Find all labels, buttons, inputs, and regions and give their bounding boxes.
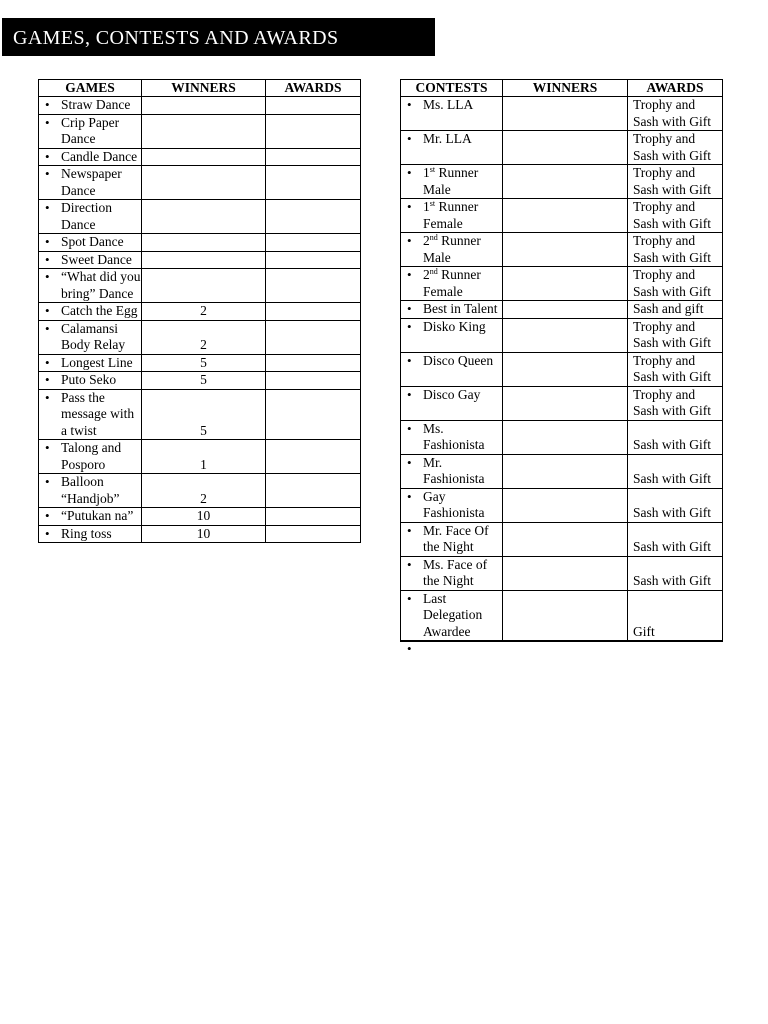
winners-cell [503, 131, 628, 165]
contest-name-cell [401, 420, 503, 454]
table-row [39, 114, 361, 148]
ordinal-suffix: nd [429, 267, 438, 276]
game-name-cell [39, 372, 142, 390]
table-row [39, 474, 361, 508]
item-label: Runner Female [423, 199, 479, 231]
table-row [401, 318, 723, 352]
contests-table [400, 79, 723, 642]
column-header-contests: CONTESTS [401, 80, 503, 97]
game-name-cell [39, 389, 142, 440]
table-row [401, 131, 723, 165]
column-header-winners: WINNERS [503, 80, 628, 97]
table-row [401, 386, 723, 420]
item-label: Runner Female [423, 267, 481, 299]
games-table-body [39, 97, 361, 543]
ordinal-number: 2 [423, 233, 430, 248]
table-row [401, 199, 723, 233]
awards-cell [266, 320, 361, 354]
column-header-awards: AWARDS [266, 80, 361, 97]
contest-name-cell [401, 454, 503, 488]
table-row [401, 641, 723, 642]
awards-cell: Sash with Gift [628, 488, 723, 522]
item-label: Longest Line [61, 354, 133, 370]
game-name-cell [39, 148, 142, 166]
table-row [39, 354, 361, 372]
awards-cell: Trophy and Sash with Gift [628, 199, 723, 233]
awards-cell [266, 389, 361, 440]
item-label: Disco Queen [423, 352, 494, 368]
item-label: Candle Dance [61, 148, 138, 164]
winners-cell [142, 148, 266, 166]
game-name-cell [39, 303, 142, 321]
table-row [39, 166, 361, 200]
contest-name-cell [401, 590, 503, 641]
contest-name-cell [401, 352, 503, 386]
awards-cell: Trophy and Sash with Gift [628, 131, 723, 165]
awards-cell: Sash with Gift [628, 454, 723, 488]
awards-cell: Sash and gift [628, 301, 723, 319]
winners-cell [503, 97, 628, 131]
table-row [39, 200, 361, 234]
winners-cell [142, 97, 266, 115]
item-label: Disko King [423, 318, 486, 334]
item-label: Runner Male [423, 233, 481, 265]
ordinal-suffix: st [429, 199, 436, 208]
contest-name-cell [401, 233, 503, 267]
item-label: Mr. Face Of the Night [423, 522, 489, 554]
awards-cell [266, 234, 361, 252]
game-name-cell [39, 251, 142, 269]
ordinal-number: 1 [423, 199, 430, 214]
contest-name-cell [401, 488, 503, 522]
item-label: “What did you bring” Dance [61, 269, 141, 301]
item-label: Sweet Dance [61, 251, 132, 267]
winners-cell [503, 641, 628, 642]
contest-name-cell [401, 386, 503, 420]
table-row [39, 269, 361, 303]
contest-name-cell [401, 301, 503, 319]
ordinal-number: 2 [423, 267, 430, 282]
winners-cell: 10 [142, 525, 266, 543]
awards-cell [266, 148, 361, 166]
winners-cell: 10 [142, 508, 266, 526]
winners-cell [503, 556, 628, 590]
item-label: “Putukan na” [61, 508, 134, 523]
game-name-cell [39, 508, 142, 526]
winners-cell: 5 [142, 372, 266, 390]
table-row [39, 148, 361, 166]
awards-cell: Sash with Gift [628, 522, 723, 556]
item-label: Pass the message with a twist [61, 389, 135, 438]
winners-cell [503, 454, 628, 488]
contest-name-cell [401, 199, 503, 233]
awards-cell [266, 440, 361, 474]
item-label: Straw Dance [61, 97, 131, 112]
winners-cell: 2 [142, 474, 266, 508]
game-name-cell [39, 354, 142, 372]
contest-name-cell [401, 318, 503, 352]
item-label: Mr. LLA [423, 131, 472, 146]
table-row [401, 522, 723, 556]
winners-cell [142, 166, 266, 200]
item-label: Ms. Face of the Night [423, 556, 488, 588]
awards-cell [266, 372, 361, 390]
winners-cell [503, 199, 628, 233]
table-row [39, 525, 361, 543]
awards-cell: Trophy and Sash with Gift [628, 318, 723, 352]
awards-cell [266, 114, 361, 148]
games-table [38, 79, 361, 543]
table-row [39, 234, 361, 252]
item-label: Talong and Posporo [61, 440, 122, 472]
awards-cell: Trophy and Sash with Gift [628, 165, 723, 199]
table-row [401, 590, 723, 641]
table-row [401, 97, 723, 131]
game-name-cell [39, 320, 142, 354]
awards-cell: Trophy and Sash with Gift [628, 352, 723, 386]
awards-cell: Trophy and Sash with Gift [628, 97, 723, 131]
table-row [39, 97, 361, 115]
winners-cell [503, 165, 628, 199]
awards-cell [266, 474, 361, 508]
winners-cell [503, 420, 628, 454]
winners-cell [503, 352, 628, 386]
item-label: Calamansi Body Relay [61, 320, 126, 352]
game-name-cell [39, 200, 142, 234]
winners-cell [503, 386, 628, 420]
item-label: Best in Talent [423, 301, 498, 316]
contest-name-cell [401, 522, 503, 556]
table-row [39, 303, 361, 321]
item-label: Disco Gay [423, 386, 481, 402]
winners-cell [142, 234, 266, 252]
awards-cell [266, 166, 361, 200]
awards-cell: Sash with Gift [628, 556, 723, 590]
contest-name-cell [401, 131, 503, 165]
contest-name-cell [401, 97, 503, 131]
awards-cell [266, 251, 361, 269]
page-title: GAMES, CONTESTS AND AWARDS [2, 18, 435, 56]
winners-cell [142, 200, 266, 234]
item-label: Balloon “Handjob” [61, 474, 120, 506]
table-row [401, 301, 723, 319]
awards-cell [266, 508, 361, 526]
awards-cell [266, 303, 361, 321]
awards-cell [266, 200, 361, 234]
table-row [401, 233, 723, 267]
winners-cell: 5 [142, 354, 266, 372]
table-row [401, 165, 723, 199]
table-header-row [39, 80, 361, 97]
item-label: Runner Male [423, 165, 479, 197]
awards-cell [266, 525, 361, 543]
game-name-cell [39, 474, 142, 508]
winners-cell [142, 114, 266, 148]
game-name-cell [39, 440, 142, 474]
contest-name-cell [401, 556, 503, 590]
item-label: Spot Dance [61, 234, 124, 249]
item-label: Ms. LLA [423, 97, 474, 112]
item-label: Catch the Egg [61, 303, 138, 318]
awards-cell [266, 97, 361, 115]
item-label: Newspaper Dance [61, 166, 122, 198]
game-name-cell [39, 166, 142, 200]
table-row [401, 556, 723, 590]
winners-cell: 2 [142, 320, 266, 354]
winners-cell [142, 251, 266, 269]
winners-cell [503, 318, 628, 352]
table-row [39, 389, 361, 440]
awards-cell: Gift [628, 590, 723, 641]
item-label: Direction Dance [61, 200, 112, 232]
contest-name-cell [401, 267, 503, 301]
contest-name-cell [401, 641, 503, 642]
winners-cell [503, 233, 628, 267]
ordinal-suffix: nd [429, 233, 438, 242]
ordinal-suffix: st [429, 165, 436, 174]
table-header-row [401, 80, 723, 97]
table-row [39, 251, 361, 269]
table-row [39, 372, 361, 390]
item-label: Mr. Fashionista [423, 454, 485, 486]
ordinal-number: 1 [423, 165, 430, 180]
awards-cell [628, 641, 723, 642]
winners-cell: 5 [142, 389, 266, 440]
item-label: Gay Fashionista [423, 488, 485, 520]
table-row [401, 488, 723, 522]
table-row [401, 420, 723, 454]
winners-cell [503, 590, 628, 641]
item-label: Ring toss [61, 525, 112, 541]
item-label: Puto Seko [61, 372, 117, 387]
winners-cell [503, 522, 628, 556]
winners-cell [503, 488, 628, 522]
awards-cell: Trophy and Sash with Gift [628, 267, 723, 301]
column-header-games: GAMES [39, 80, 142, 97]
table-row [401, 454, 723, 488]
winners-cell: 1 [142, 440, 266, 474]
game-name-cell [39, 114, 142, 148]
item-label: Crip Paper Dance [61, 114, 120, 146]
awards-cell [266, 354, 361, 372]
table-row [39, 320, 361, 354]
item-label: Ms. Fashionista [423, 420, 485, 452]
table-row [401, 267, 723, 301]
game-name-cell [39, 269, 142, 303]
table-row [39, 508, 361, 526]
game-name-cell [39, 234, 142, 252]
column-header-winners: WINNERS [142, 80, 266, 97]
awards-cell: Trophy and Sash with Gift [628, 386, 723, 420]
game-name-cell [39, 97, 142, 115]
awards-cell [266, 269, 361, 303]
table-row [39, 440, 361, 474]
column-header-awards: AWARDS [628, 80, 723, 97]
awards-cell: Sash with Gift [628, 420, 723, 454]
awards-cell: Trophy and Sash with Gift [628, 233, 723, 267]
contests-table-body [401, 97, 723, 642]
game-name-cell [39, 525, 142, 543]
table-row [401, 352, 723, 386]
winners-cell [503, 267, 628, 301]
winners-cell [503, 301, 628, 319]
contest-name-cell [401, 165, 503, 199]
winners-cell: 2 [142, 303, 266, 321]
winners-cell [142, 269, 266, 303]
item-label: Last Delegation Awardee [423, 590, 483, 639]
